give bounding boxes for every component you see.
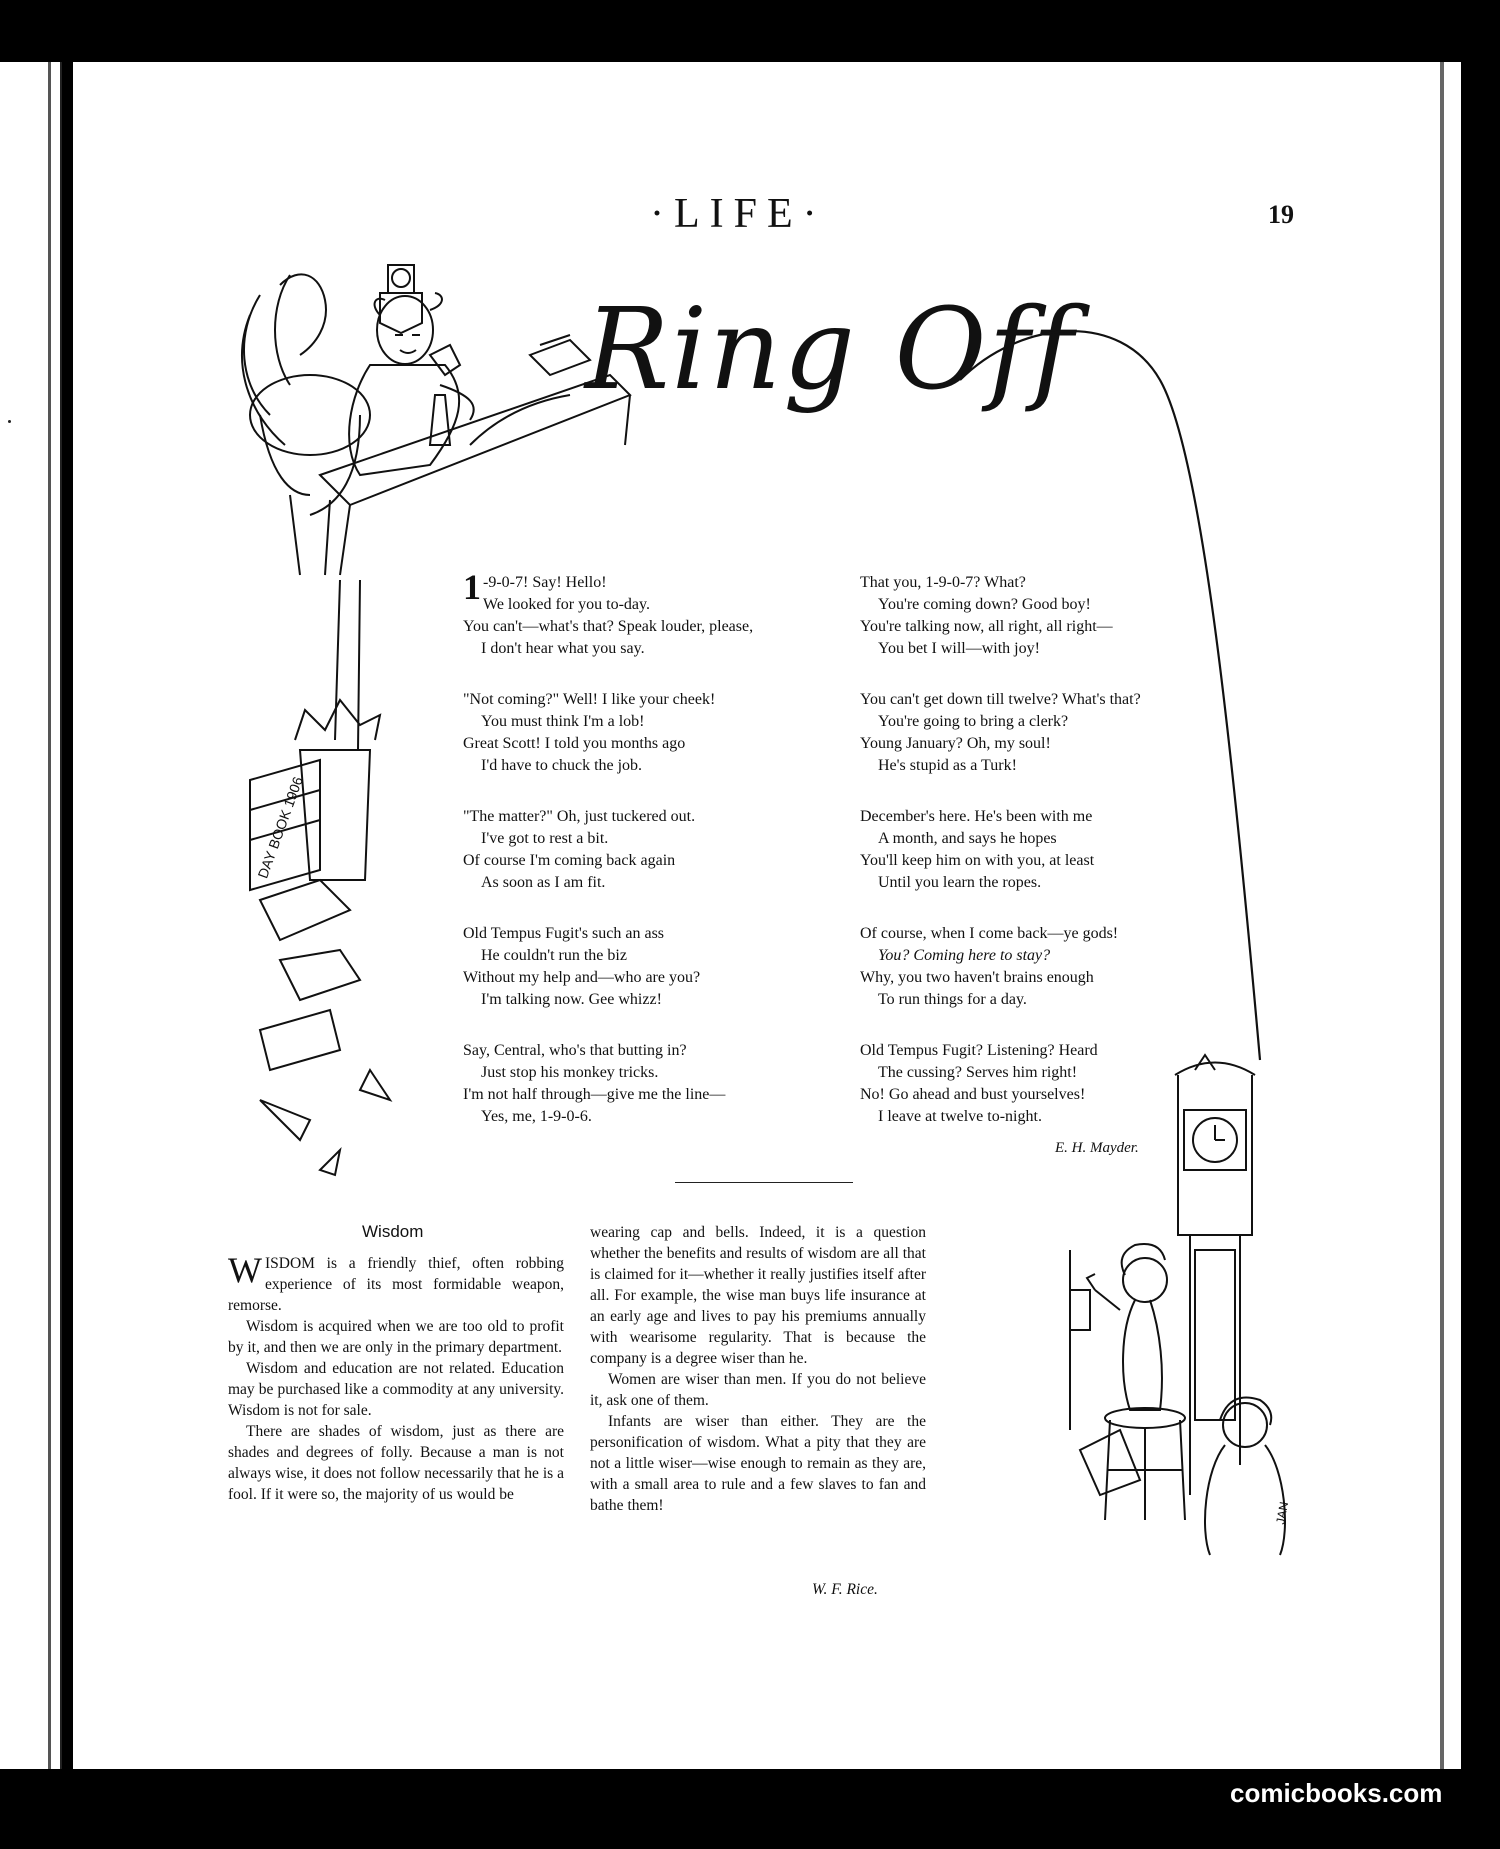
artist-signature: JAN <box>1273 1500 1292 1526</box>
wastebasket-books-illustration <box>240 580 440 1180</box>
poem-stanza: You can't get down till twelve? What's that? You're going to bring a clerk? Young January? Oh, my soul! He's stupid as a Turk! <box>860 691 1141 774</box>
poem-stanza: Old Tempus Fugit? Listening? Heard The cussing? Serves him right! No! Go ahead and bust yourselves! I leave at twelve to-night. <box>860 1042 1098 1125</box>
magazine-title: ·LIFE· <box>650 191 827 237</box>
poem-stanza: "The matter?" Oh, just tuckered out. I've got to rest a bit. Of course I'm coming back again As soon as I am fit. <box>463 808 696 891</box>
poem-stanza: Old Tempus Fugit's such an ass He couldn't run the biz Without my help and—who are you? I'm talking now. Gee whizz! <box>463 925 701 1008</box>
book-spine-label: DAY BOOK 1906 <box>254 774 306 881</box>
essay-drop-cap: W <box>228 1250 262 1290</box>
poem-stanza: That you, 1-9-0-7? What? You're coming down? Good boy! You're talking now, all right, all right— You bet I will—with joy! <box>860 574 1113 657</box>
clock-and-children-illustration <box>1060 1050 1310 1560</box>
speck <box>8 420 11 423</box>
poem-stanza: December's here. He's been with me A month, and says he hopes You'll keep him on with you, at least Until you learn the ropes. <box>860 808 1095 891</box>
poem-stanza: Say, Central, who's that butting in? Just stop his monkey tricks. I'm not half through—give me the line— Yes, me, 1-9-0-6. <box>463 1042 726 1125</box>
essay-column-2: wearing cap and bells. Indeed, it is a question whether the benefits and results of wisdom are all that is claimed for it—whether it really justifies itself after all. For example, the wise man buys life insurance at an early age and lives to pay his premiums annually with wearisome regularity. That is because the company is a degree wiser than he. Women are wiser than men. If you do not believe it, ask one of them. Infants are wiser than either. They are the personification of wisdom. What a pity that they are not a little wiser—wise enough to remain as they are, with a small area to rule and a few slaves to fan and bathe them! <box>590 1224 926 1514</box>
page-number: 19 <box>1268 200 1294 229</box>
poem-stanza: 1 -9-0-7! Say! Hello! We looked for you to-day. You can't—what's that? Speak louder, please, I don't hear what you say. <box>463 567 754 657</box>
essay-title: Wisdom <box>362 1222 424 1241</box>
poem-stanza: "Not coming?" Well! I like your cheek! You must think I'm a lob! Great Scott! I told you months ago I'd have to chuck the job. <box>463 691 716 774</box>
watermark: comicbooks.com <box>1230 1778 1443 1808</box>
poem-author: E. H. Mayder. <box>1055 1140 1139 1156</box>
poem-stanza: Of course, when I come back—ye gods! You? Coming here to stay? Why, you two haven't brains enough To run things for a day. <box>860 925 1119 1008</box>
page-right-border <box>1440 62 1444 1769</box>
poem-drop-cap: 1 <box>463 567 481 607</box>
poem-left-column <box>463 567 843 1157</box>
left-page-edge <box>0 62 62 1769</box>
essay-author: W. F. Rice. <box>812 1581 878 1598</box>
essay-column-1: WISDOM is a friendly thief, often robbing experience of its most formidable weapon, remorse. Wisdom is acquired when we are too old to profit by it, and then we are only in the primary department. Wisdom and education are not related. Education may be purchased like a commodity at any university. Wisdom is not for sale. There are shades of wisdom, just as there are shades and degrees of folly. Because a man is not always wise, it does not follow necessarily that he is a fool. If it were so, the majority of us would be <box>228 1250 564 1503</box>
poem-title: Ring Off <box>585 285 1076 415</box>
section-divider <box>675 1182 853 1183</box>
